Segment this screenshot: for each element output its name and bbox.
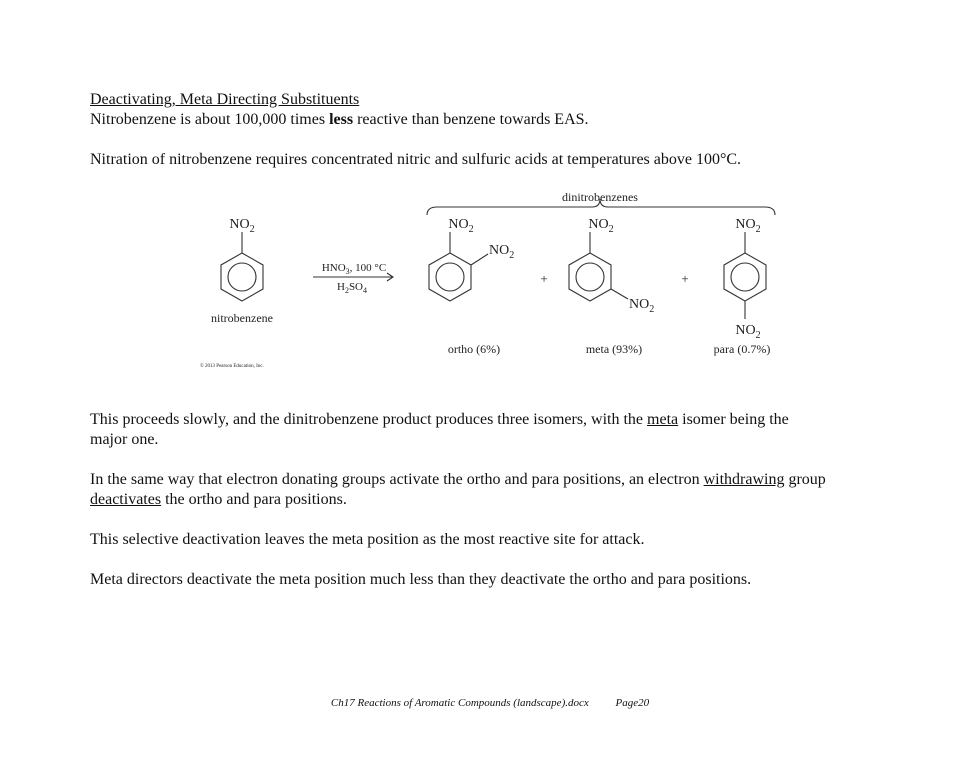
paragraph-isomers-line2: major one.	[90, 431, 159, 448]
aromatic-circle	[436, 263, 464, 291]
nitration-scheme	[180, 182, 800, 372]
aromatic-circle	[576, 263, 604, 291]
copyright-notice: © 2013 Pearson Education, Inc.	[200, 364, 264, 369]
benzene-ring	[429, 253, 471, 301]
text-run: Nitrobenzene is about 100,000 times	[90, 111, 330, 128]
benzene-ring	[569, 253, 611, 301]
benzene-ring	[221, 253, 263, 301]
paragraph-nitration-conditions: Nitration of nitrobenzene requires concentrated nitric and sulfuric acids at temperatures above 100°C.	[90, 151, 742, 168]
underlined-text: deactivates	[90, 491, 162, 508]
nitro-group-label: $NO_2$	[629, 297, 655, 315]
meta-label: meta (93%)	[585, 342, 643, 356]
text-run: reactive than benzene towards EAS.	[353, 111, 589, 128]
bold-text: less	[329, 111, 354, 128]
para-dinitrobenzene	[714, 217, 771, 356]
plus-sign: +	[540, 271, 548, 286]
nitro-group-label: $NO_2$	[489, 243, 515, 261]
text-run: In the same way that electron donating groups activate the ortho and para positions, an electron	[90, 471, 704, 488]
meta-dinitrobenzene	[569, 217, 654, 356]
paragraph-selective-deactivation: This selective deactivation leaves the meta position as the most reactive site for attack.	[90, 531, 645, 548]
aromatic-circle	[731, 263, 759, 291]
paragraph-withdrawing-line2	[90, 490, 347, 510]
paragraph-reactivity	[90, 110, 589, 130]
bond	[611, 289, 628, 299]
nitro-group-label: $NO_2$	[735, 217, 761, 235]
underlined-text: withdrawing	[703, 471, 785, 488]
text-run: This proceeds slowly, and the dinitrobenzene product produces three isomers, with the	[90, 411, 648, 428]
nitro-group-label: $NO_2$	[735, 323, 761, 341]
brace-label: dinitrobenzenes	[562, 190, 638, 204]
reagent-top-label: $HNO_3$, 100 °C	[321, 262, 387, 276]
nitro-group-label: $NO_2$	[448, 217, 474, 235]
reactant-label: nitrobenzene	[211, 311, 273, 325]
benzene-ring	[724, 253, 766, 301]
bond	[471, 254, 488, 265]
text-run: the ortho and para positions.	[161, 491, 347, 508]
footer-document-name: Ch17 Reactions of Aromatic Compounds (landscape).docx	[330, 697, 589, 709]
para-label: para (0.7%)	[713, 342, 771, 356]
underlined-text: meta	[647, 411, 679, 428]
footer-page-number: Page20	[615, 697, 650, 709]
section-heading: Deactivating, Meta Directing Substituents	[90, 91, 360, 108]
paragraph-isomers-line1	[90, 410, 789, 430]
nitrobenzene-molecule	[211, 217, 273, 325]
aromatic-circle	[228, 263, 256, 291]
ortho-dinitrobenzene	[429, 217, 514, 356]
text-run: group	[784, 471, 826, 488]
nitro-group-label: $NO_2$	[229, 217, 255, 235]
plus-sign: +	[681, 271, 689, 286]
nitro-group-label: $NO_2$	[588, 217, 614, 235]
paragraph-withdrawing-line1	[90, 470, 826, 490]
reaction-arrow	[313, 262, 393, 295]
text-run: isomer being the	[678, 411, 789, 428]
page-footer	[0, 697, 980, 709]
reagent-bottom-label: $H_2SO_4$	[336, 281, 368, 295]
ortho-label: ortho (6%)	[447, 342, 501, 356]
paragraph-meta-directors: Meta directors deactivate the meta position much less than they deactivate the ortho and para positions.	[90, 571, 752, 588]
